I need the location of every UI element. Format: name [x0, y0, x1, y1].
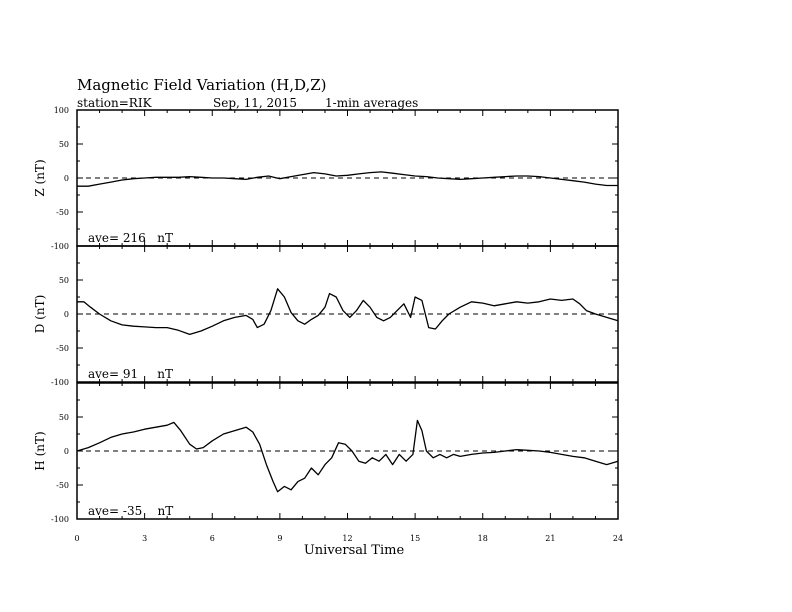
average-label-d: ave= 91 nT	[88, 367, 173, 381]
y-tick-label: 50	[58, 413, 69, 422]
y-axis-label-d: D (nT)	[33, 294, 47, 334]
date-label: Sep, 11, 2015	[213, 96, 298, 110]
series-line-z	[77, 172, 618, 186]
x-tick-label: 6	[209, 534, 215, 543]
x-tick-label: 24	[612, 534, 624, 543]
panel-z	[33, 106, 618, 251]
x-tick-label: 21	[545, 534, 556, 543]
panel-d	[33, 246, 618, 387]
y-axis-label-h: H (nT)	[33, 431, 47, 471]
y-tick-label: -100	[51, 378, 69, 387]
y-axis-label-z: Z (nT)	[33, 159, 47, 197]
averaging-label: 1-min averages	[325, 96, 419, 110]
y-tick-label: 0	[63, 310, 69, 319]
panels-group	[33, 106, 623, 543]
y-tick-label: -50	[56, 344, 69, 353]
average-label-h: ave= -35 nT	[88, 504, 174, 518]
average-label-z: ave= 216 nT	[88, 231, 173, 245]
series-line-d	[77, 289, 618, 335]
x-tick-label: 15	[410, 534, 421, 543]
y-tick-label: -50	[56, 208, 69, 217]
x-tick-label: 9	[277, 534, 283, 543]
y-tick-label: 0	[63, 447, 69, 456]
series-line-h	[77, 420, 618, 491]
y-tick-label: 50	[58, 140, 69, 149]
y-tick-label: -100	[51, 242, 69, 251]
y-tick-label: -100	[51, 515, 69, 524]
y-tick-label: -50	[56, 481, 69, 490]
x-tick-label: 12	[342, 534, 353, 543]
y-tick-label: 100	[53, 106, 69, 115]
chart-title: Magnetic Field Variation (H,D,Z)	[77, 76, 327, 94]
x-tick-label: 18	[477, 534, 488, 543]
y-tick-label: 50	[58, 276, 69, 285]
y-tick-label: 0	[63, 174, 69, 183]
panel-h	[33, 383, 618, 524]
x-tick-label: 3	[142, 534, 148, 543]
station-label: station=RIK	[77, 96, 152, 110]
x-tick-label: 0	[74, 534, 80, 543]
x-axis-label: Universal Time	[303, 543, 405, 558]
